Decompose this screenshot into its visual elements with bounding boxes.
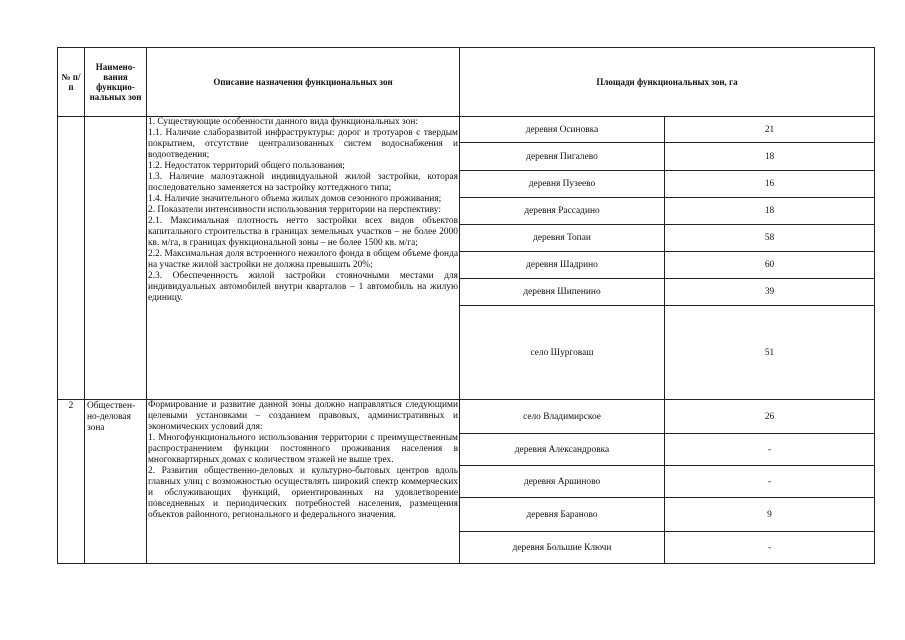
header-area: Площади функциональных зон, га — [459, 47, 875, 117]
zone1-desc-line: 1.2. Недостаток территорий общего пользования; — [148, 161, 345, 171]
zone2-name: Обществен-но-деловая зона — [84, 399, 147, 564]
zone2-place: деревня Бараново — [459, 497, 665, 532]
zone1-desc-line: 2.1. Максимальная плотность нетто застройки всех видов объектов капитального строительства в границах земельных участков – не более 2000 кв. м/га, в границах функциональной зоны – не более 1500 кв. м/га; — [148, 216, 458, 248]
zone2-value: - — [664, 531, 875, 564]
zone1-desc-line: 1. Существующие особенности данного вида функциональных зон: — [148, 117, 418, 127]
zone2-value: - — [664, 433, 875, 466]
header-num: № п/п — [57, 47, 85, 117]
zone2-num: 2 — [57, 399, 85, 564]
zone1-desc-line: 1.4. Наличие значительного объема жилых домов сезонного проживания; — [148, 194, 442, 204]
zone2-place: деревня Большие Ключи — [459, 531, 665, 564]
zone1-value: 60 — [664, 251, 875, 279]
zone1-place: деревня Шипенино — [459, 278, 665, 306]
zone1-desc-line: 1.3. Наличие малоэтажной индивидуальной жилой застройки, которая последовательно заменяется на застройку коттеджного типа; — [148, 172, 458, 193]
zone2-desc-line: Формирование и развитие данной зоны должно направляться следующими целевыми установками – созданием правовых, административных и экономических условий для: — [148, 400, 458, 432]
zone2-value: 9 — [664, 497, 875, 532]
zone2-place: деревня Аршиново — [459, 465, 665, 498]
zone1-value: 58 — [664, 224, 875, 252]
zone1-place: деревня Пузеево — [459, 170, 665, 198]
zone1-desc-line: 2.2. Максимальная доля встроенного нежилого фонда в общем объеме фонда на участке жилой застройки не должна превышать 20%; — [148, 249, 458, 270]
zone1-value: 51 — [664, 305, 875, 400]
zone1-place: деревня Рассадино — [459, 197, 665, 225]
zone2-value: - — [664, 465, 875, 498]
zone1-value: 18 — [664, 197, 875, 225]
zone2-value: 26 — [664, 399, 875, 434]
zone1-desc-line: 2.3. Обеспеченность жилой застройки стояночными местами для индивидуальных автомобилей внутри кварталов – 1 автомобиль на жилую единицу. — [148, 271, 458, 303]
zone1-place: деревня Осиновка — [459, 116, 665, 143]
zone1-place: село Шурговаш — [459, 305, 665, 400]
zone2-place: деревня Александровка — [459, 433, 665, 466]
zone1-desc-line: 2. Показатели интенсивности использования территории на перспективу: — [148, 205, 441, 215]
zone1-place: деревня Пигалево — [459, 142, 665, 171]
zone1-place: деревня Топаи — [459, 224, 665, 252]
zone2-desc-line: 2. Развития общественно-деловых и культурно-бытовых центров вдоль главных улиц с возможностью осуществлять широкий спектр коммерческих и обслуживающих функций, ориентированных на удовлетворение повседневных и периодических потребностей населения, размещения объектов районного, регионального и федерального значения. — [148, 466, 458, 520]
zone2-place: село Владимирское — [459, 399, 665, 434]
zone2-desc-line: 1. Многофункционального использования территории с преимущественным распространением функции постоянного проживания населения в многоквартирных домах с количеством этажей не выше трех. — [148, 433, 458, 465]
zone1-value: 39 — [664, 278, 875, 306]
header-zone-name: Наимено-вания функцио-нальных зон — [84, 47, 147, 117]
header-description: Описание назначения функциональных зон — [146, 47, 460, 117]
zone1-name-cell — [84, 116, 147, 400]
zone2-description — [146, 399, 460, 564]
zone1-value: 16 — [664, 170, 875, 198]
zone1-value: 18 — [664, 142, 875, 171]
zone1-description — [146, 116, 460, 400]
zone1-desc-line: 1.1. Наличие слаборазвитой инфраструктуры: дорог и тротуаров с твердым покрытием, отсутствие централизованных систем водоснабжения и водоотведения; — [148, 128, 458, 160]
zone1-value: 21 — [664, 116, 875, 143]
zone1-place: деревня Шадрино — [459, 251, 665, 279]
zone1-num-cell — [57, 116, 85, 400]
